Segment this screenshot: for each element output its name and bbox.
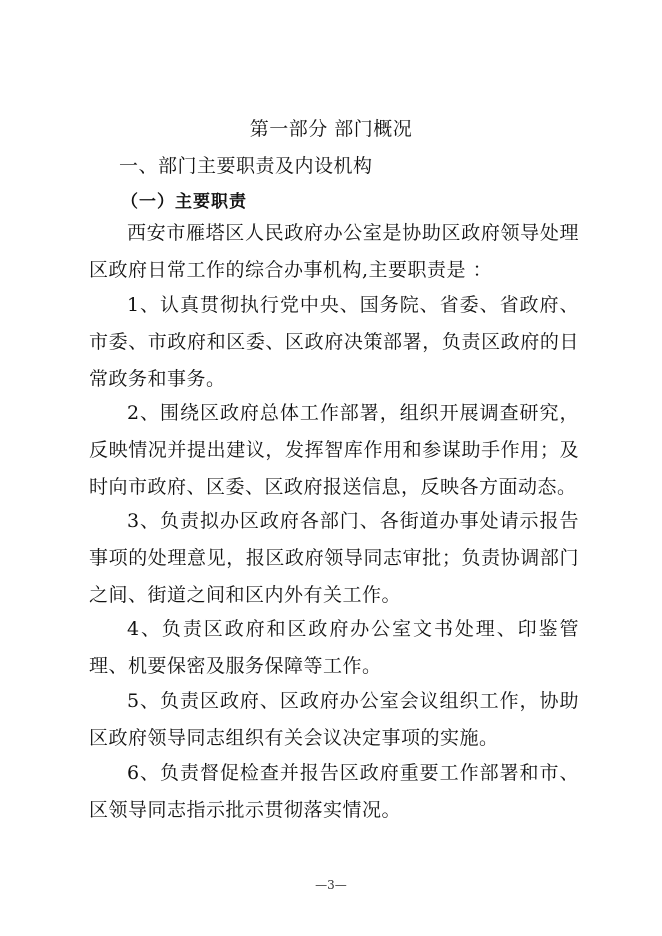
duty-item-5: 5、负责区政府、区政府办公室会议组织工作，协助区政府领导同志组织有关会议决定事项的实施。 <box>89 690 579 749</box>
duty-item-4: 4、负责区政府和区政府办公室文书处理、印鉴管理、机要保密及服务保障等工作。 <box>89 618 579 677</box>
duty-item-6: 6、负责督促检查并报告区政府重要工作部署和市、区领导同志指示批示贯彻落实情况。 <box>89 762 579 821</box>
section-heading: 一、部门主要职责及内设机构 <box>119 155 373 177</box>
page-number: —3— <box>315 878 347 892</box>
duty-item-3: 3、负责拟办区政府各部门、各街道办事处请示报告事项的处理意见，报区政府领导同志审批；负责协调部门之间、街道之间和区内外有关工作。 <box>89 510 579 606</box>
duty-item-2: 2、围绕区政府总体工作部署，组织开展调查研究，反映情况并提出建议，发挥智库作用和参谋助手作用；及时向市政府、区委、区政府报送信息，反映各方面动态。 <box>89 402 579 498</box>
intro-paragraph: 西安市雁塔区人民政府办公室是协助区政府领导处理区政府日常工作的综合办事机构,主要职责是 ： <box>89 222 579 281</box>
duty-item-1: 1、认真贯彻执行党中央、国务院、省委、省政府、市委、市政府和区委、区政府决策部署，负责区政府的日常政务和事务。 <box>89 294 579 390</box>
subsection-heading: （一）主要职责 <box>121 192 247 212</box>
document-title: 第一部分 部门概况 <box>249 118 413 140</box>
